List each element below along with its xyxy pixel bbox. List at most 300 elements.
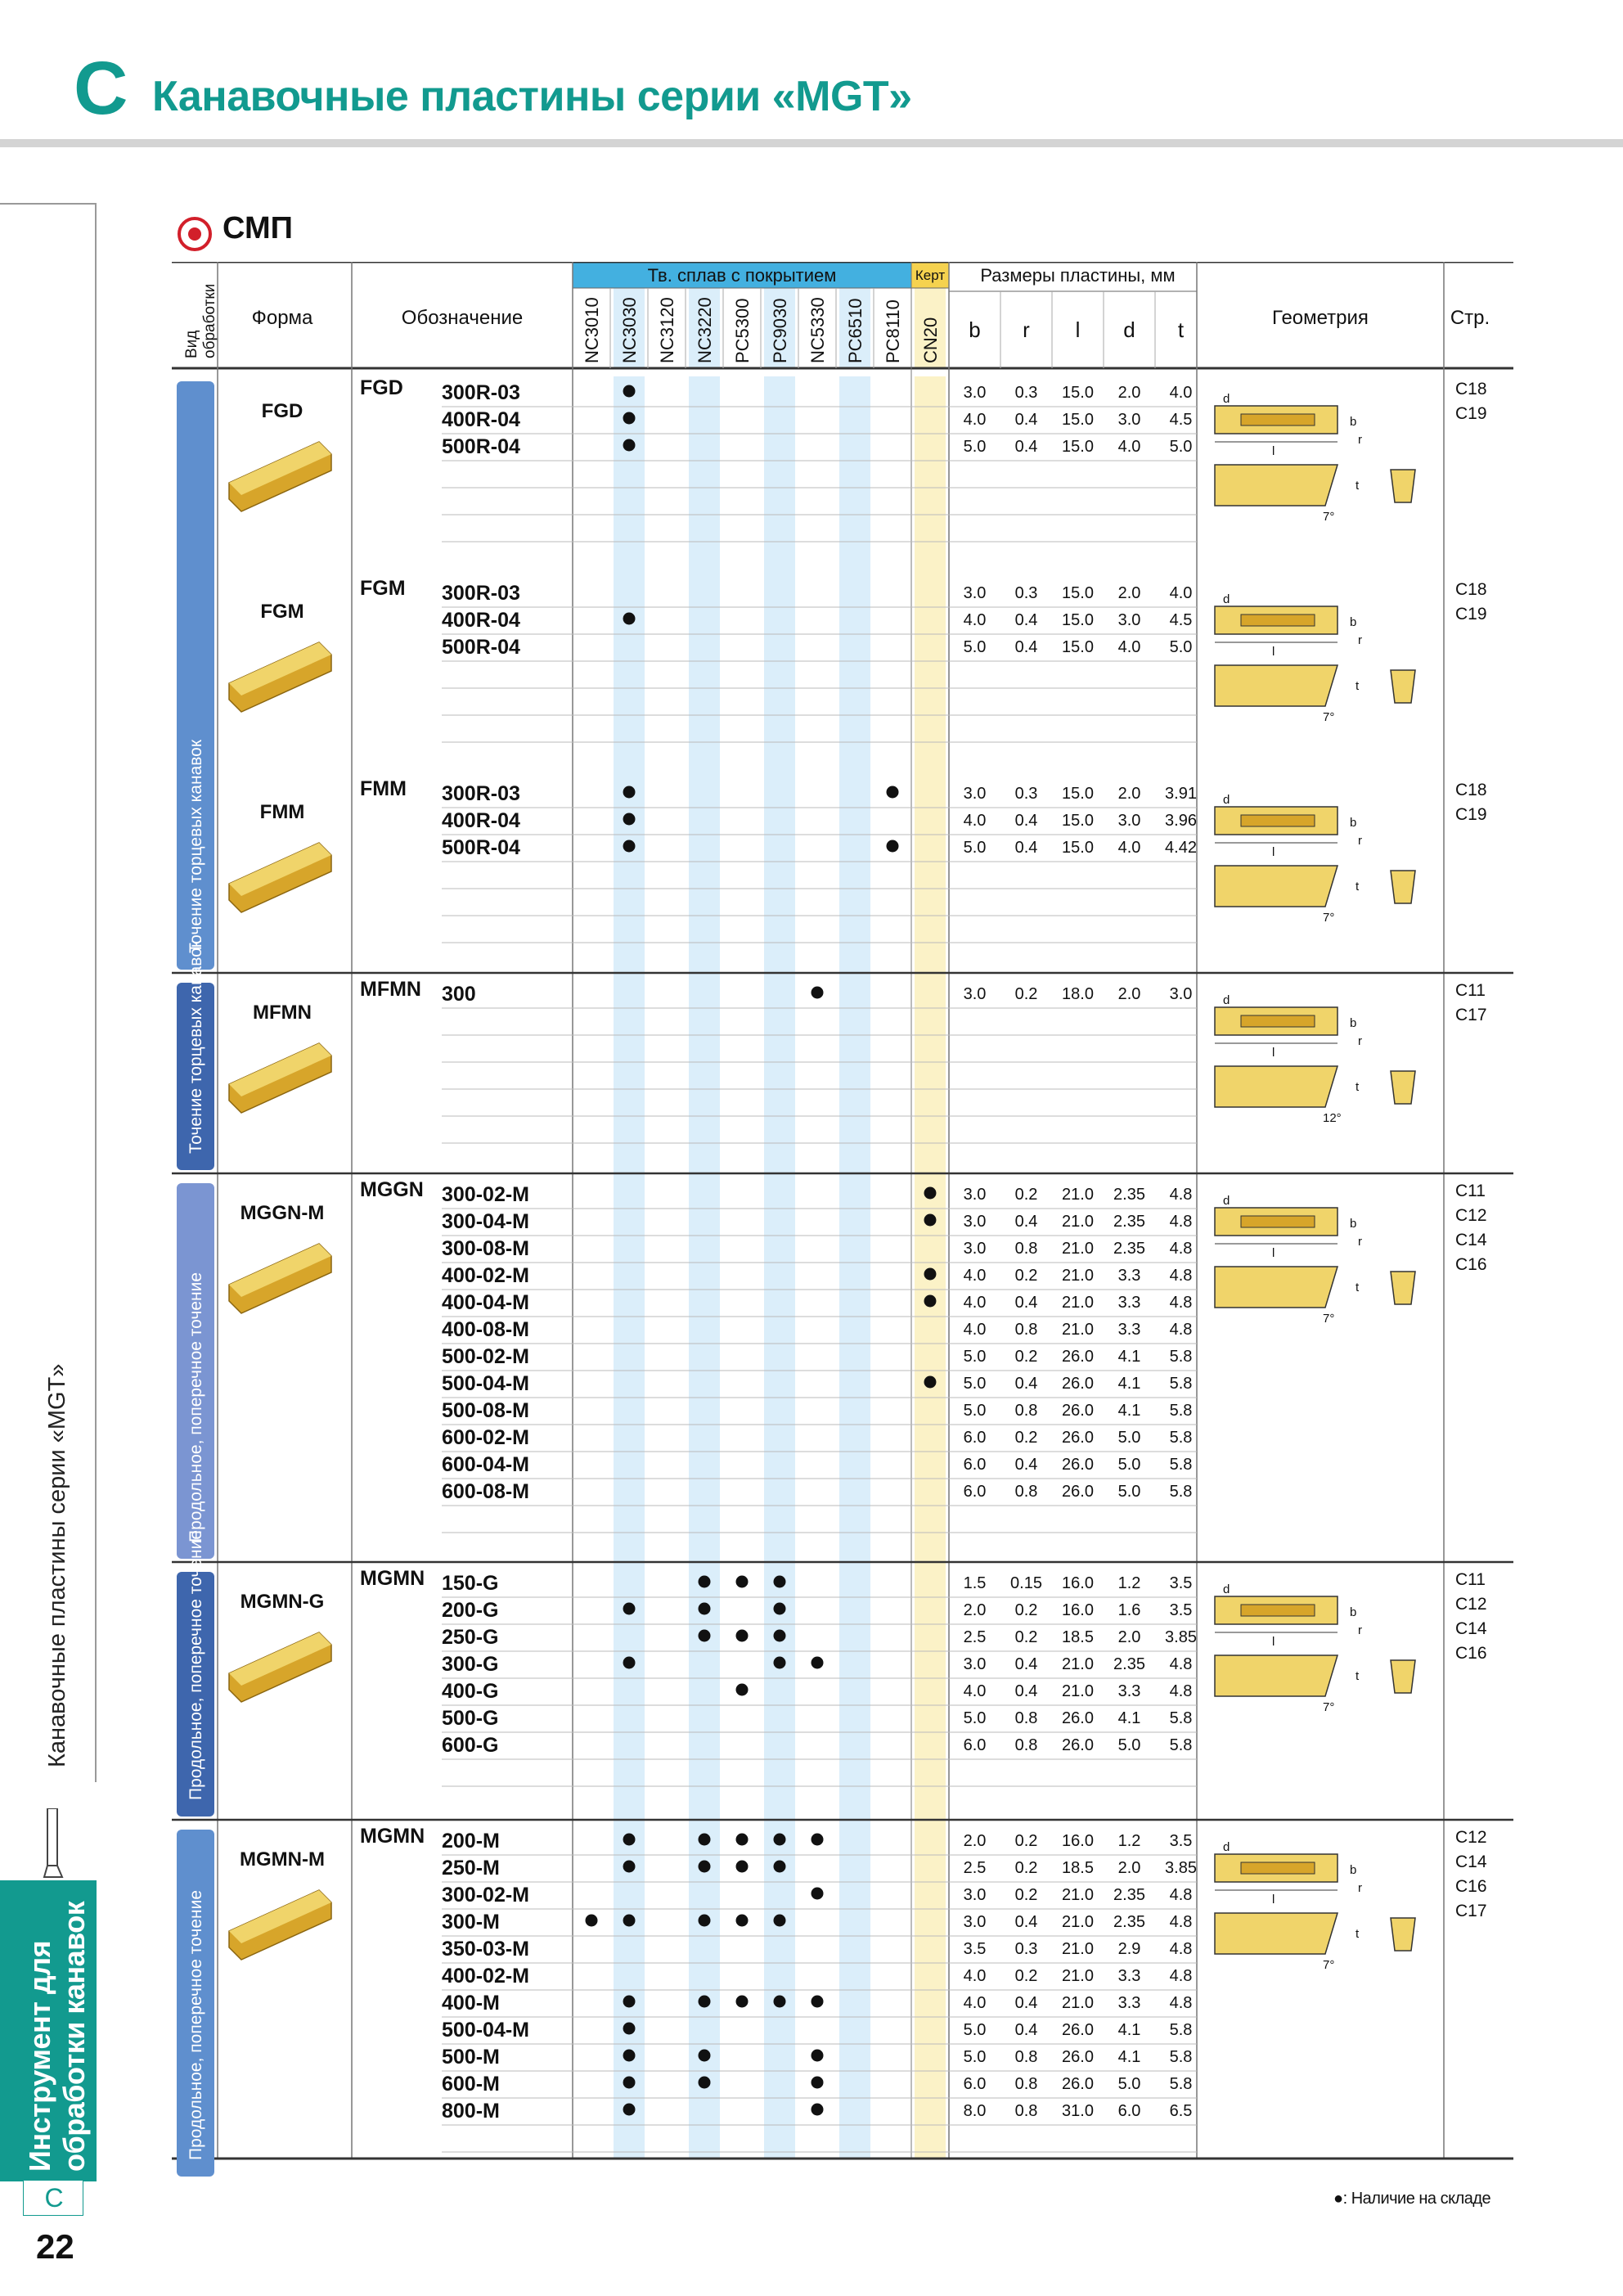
stock-dot	[699, 1861, 711, 1873]
stock-dot	[623, 2050, 636, 2062]
grade-header: PC5300	[732, 298, 753, 363]
dimension-value: 15.0	[1062, 611, 1094, 629]
geometry-shank	[1241, 615, 1315, 626]
dimension-value: 0.4	[1014, 1294, 1038, 1312]
designation-prefix: FMM	[360, 777, 407, 800]
dimension-value: 21.0	[1062, 1186, 1094, 1204]
dimension-value: 3.0	[1117, 611, 1141, 629]
stock-dot	[699, 1834, 711, 1846]
dimension-value: 0.8	[1014, 1709, 1038, 1727]
legend-text: : Наличие на складе	[1342, 2190, 1491, 2208]
dimension-value: 2.0	[1117, 384, 1141, 402]
geometry-label: 7°	[1323, 510, 1335, 524]
section-letter: C	[74, 47, 128, 130]
stock-dot	[887, 786, 899, 799]
stock-dot	[736, 1915, 749, 1927]
stock-dot	[774, 1603, 786, 1615]
dim-header: d	[1123, 317, 1135, 342]
geometry-label: t	[1355, 679, 1360, 693]
dimension-value: 5.0	[1117, 1429, 1141, 1447]
dimension-value: 0.8	[1014, 1402, 1038, 1420]
designation-code: 600-08-M	[442, 1480, 529, 1503]
dimension-value: 6.0	[963, 1429, 987, 1447]
stock-dot	[812, 2050, 824, 2062]
dimension-value: 1.6	[1117, 1601, 1141, 1619]
shape-label: MGMN-G	[240, 1591, 325, 1613]
geometry-side-view	[1215, 1655, 1338, 1696]
shape-label: FGM	[260, 601, 304, 623]
geometry-label: l	[1272, 845, 1275, 859]
grade-column-stripe	[764, 376, 795, 2159]
geometry-side-view	[1215, 866, 1338, 907]
dimension-value: 4.8	[1169, 1967, 1193, 1985]
designation-code: 600-04-M	[442, 1453, 529, 1476]
dimension-value: 3.0	[963, 785, 987, 803]
designation-code: 300-04-M	[442, 1210, 529, 1233]
dimension-value: 0.4	[1014, 839, 1038, 857]
geometry-label: b	[1350, 615, 1357, 629]
geometry-label: 12°	[1323, 1111, 1342, 1125]
dimension-value: 0.8	[1014, 1736, 1038, 1754]
designation-code: 300-02-M	[442, 1183, 529, 1206]
stock-dot	[623, 385, 636, 398]
stock-dot	[736, 1630, 749, 1642]
dimension-value: 0.4	[1014, 638, 1038, 656]
dimension-value: 2.5	[963, 1628, 987, 1646]
stock-dot	[623, 1603, 636, 1615]
processing-header: Вид	[183, 330, 200, 358]
grade-group-header: Тв. сплав с покрытием	[647, 265, 837, 286]
geometry-label: b	[1350, 1016, 1357, 1030]
dimension-value: 8.0	[963, 2102, 987, 2120]
dimension-value: 3.3	[1117, 1994, 1141, 2012]
dimension-value: 4.8	[1169, 1321, 1193, 1339]
designation-code: 500-08-M	[442, 1399, 529, 1422]
product-table	[172, 262, 1513, 2185]
geometry-label: b	[1350, 1863, 1357, 1877]
stock-dot	[699, 1996, 711, 2008]
stock-dot	[623, 439, 636, 452]
stock-dot	[924, 1295, 937, 1308]
stock-dot	[812, 1996, 824, 2008]
geometry-label: b	[1350, 415, 1357, 429]
target-icon	[177, 216, 213, 252]
stock-dot	[623, 2023, 636, 2035]
designation-code: 300R-03	[442, 582, 520, 605]
dimension-value: 4.8	[1169, 1186, 1193, 1204]
designation-code: 400-04-M	[442, 1291, 529, 1314]
legend-dot: ●	[1333, 2190, 1343, 2208]
stock-dot	[924, 1376, 937, 1389]
dimension-value: 6.0	[963, 2075, 987, 2093]
designation-prefix: MFMN	[360, 978, 421, 1001]
dimension-value: 0.8	[1014, 1321, 1038, 1339]
dimension-value: 5.8	[1169, 1429, 1193, 1447]
dimension-value: 0.4	[1014, 1213, 1038, 1231]
dimension-value: 5.8	[1169, 2021, 1193, 2039]
geometry-label: 7°	[1323, 1958, 1335, 1972]
dimension-value: 21.0	[1062, 1655, 1094, 1673]
geometry-label: r	[1358, 633, 1362, 647]
designation-prefix: MGGN	[360, 1178, 424, 1201]
dimension-value: 21.0	[1062, 1321, 1094, 1339]
grade-header: CN20	[920, 317, 941, 363]
geometry-label: d	[1223, 1194, 1230, 1208]
dimension-value: 0.8	[1014, 2048, 1038, 2066]
geometry-label: r	[1358, 1034, 1362, 1048]
dimension-value: 0.4	[1014, 1456, 1038, 1474]
dim-header: t	[1177, 317, 1185, 342]
stock-dot	[774, 1657, 786, 1669]
geometry-label: r	[1358, 1881, 1362, 1895]
designation-code: 300-02-M	[442, 1884, 529, 1907]
dimension-value: 5.0	[963, 1709, 987, 1727]
dimension-value: 5.8	[1169, 1375, 1193, 1393]
dimension-value: 4.0	[1169, 384, 1193, 402]
shape-label: FMM	[259, 801, 305, 823]
stock-dot	[623, 786, 636, 799]
designation-prefix: MGMN	[360, 1825, 425, 1848]
dimension-value: 2.35	[1113, 1186, 1145, 1204]
geometry-label: r	[1358, 433, 1362, 447]
designation-code: 600-G	[442, 1734, 499, 1757]
dimension-value: 4.0	[963, 1967, 987, 1985]
dimension-value: 18.5	[1062, 1628, 1094, 1646]
processing-label: Продольное, поперечное точение	[187, 1889, 205, 2160]
dimension-value: 3.0	[963, 985, 987, 1003]
dimension-value: 0.4	[1014, 611, 1038, 629]
dimension-value: 15.0	[1062, 438, 1094, 456]
designation-code: 800-M	[442, 2100, 500, 2123]
geometry-label: b	[1350, 1605, 1357, 1619]
grade-column-stripe	[689, 376, 720, 2159]
shape-header: Форма	[251, 307, 313, 329]
shape-label: MGGN-M	[240, 1202, 325, 1224]
dimension-value: 21.0	[1062, 1886, 1094, 1904]
dimension-value: 0.3	[1014, 584, 1038, 602]
geometry-label: t	[1355, 1669, 1360, 1683]
dimension-value: 0.4	[1014, 1913, 1038, 1931]
designation-code: 500-M	[442, 2046, 500, 2069]
designation-code: 500-02-M	[442, 1345, 529, 1368]
dimension-value: 4.1	[1117, 1709, 1141, 1727]
geometry-end-view	[1391, 1272, 1415, 1304]
dimension-value: 1.2	[1117, 1832, 1141, 1850]
designation-code: 350-03-M	[442, 1938, 529, 1961]
dimension-value: 6.0	[963, 1483, 987, 1501]
designation-code: 500R-04	[442, 435, 520, 458]
page-ref: C18	[1455, 781, 1487, 799]
geometry-shank	[1241, 1015, 1315, 1027]
stock-dot	[812, 1657, 824, 1669]
dimension-value: 31.0	[1062, 2102, 1094, 2120]
geometry-label: d	[1223, 793, 1230, 807]
geometry-label: t	[1355, 1927, 1360, 1941]
grade-column-stripe	[614, 376, 645, 2159]
dimension-value: 6.0	[963, 1736, 987, 1754]
dimension-value: 4.0	[963, 1267, 987, 1285]
section-title: СМП	[223, 211, 293, 245]
designation-code: 300-M	[442, 1911, 500, 1934]
dimension-value: 5.0	[1117, 1456, 1141, 1474]
page-ref: C14	[1455, 1853, 1487, 1871]
dimension-value: 5.0	[963, 2021, 987, 2039]
dimension-value: 21.0	[1062, 1294, 1094, 1312]
designation-code: 600-02-M	[442, 1426, 529, 1449]
dimension-value: 0.8	[1014, 1240, 1038, 1258]
geometry-end-view	[1391, 1918, 1415, 1951]
dimension-value: 3.96	[1165, 812, 1197, 830]
stock-dot	[812, 2077, 824, 2089]
designation-code: 500R-04	[442, 636, 520, 659]
dimension-value: 26.0	[1062, 2075, 1094, 2093]
stock-dot	[812, 1888, 824, 1900]
dimension-value: 2.35	[1113, 1886, 1145, 1904]
dimension-value: 15.0	[1062, 785, 1094, 803]
dimension-value: 21.0	[1062, 1240, 1094, 1258]
dimension-value: 0.4	[1014, 1375, 1038, 1393]
dimension-value: 3.0	[963, 1186, 987, 1204]
designation-code: 300R-03	[442, 782, 520, 805]
designation-prefix: FGD	[360, 376, 403, 399]
grade-header: PC9030	[770, 298, 790, 363]
geometry-end-view	[1391, 670, 1415, 703]
designation-code: 400-G	[442, 1680, 499, 1703]
dimension-value: 4.8	[1169, 1240, 1193, 1258]
designation-code: 600-M	[442, 2073, 500, 2096]
dimension-value: 4.0	[963, 1682, 987, 1700]
stock-dot	[623, 1657, 636, 1669]
dimension-value: 0.8	[1014, 2102, 1038, 2120]
header-divider	[0, 139, 1623, 147]
dimension-value: 5.8	[1169, 1402, 1193, 1420]
dimension-value: 21.0	[1062, 1213, 1094, 1231]
geometry-end-view	[1391, 871, 1415, 903]
designation-code: 400-02-M	[442, 1965, 529, 1988]
dim-header: r	[1023, 317, 1030, 342]
dimension-value: 0.2	[1014, 1186, 1038, 1204]
stock-dot	[774, 1576, 786, 1588]
page-ref: C18	[1455, 380, 1487, 398]
dimension-value: 3.91	[1165, 785, 1197, 803]
geometry-shank	[1241, 1605, 1315, 1616]
stock-dot	[699, 1576, 711, 1588]
geometry-label: b	[1350, 1217, 1357, 1231]
dimension-value: 0.2	[1014, 1267, 1038, 1285]
dimension-value: 3.0	[963, 1886, 987, 1904]
dimension-value: 0.2	[1014, 1429, 1038, 1447]
dimension-value: 4.8	[1169, 1913, 1193, 1931]
geometry-label: b	[1350, 816, 1357, 830]
page-ref: C16	[1455, 1644, 1487, 1663]
geometry-label: l	[1272, 1246, 1275, 1260]
grade-column-stripe	[915, 376, 946, 2159]
dimension-value: 4.5	[1169, 611, 1193, 629]
dimension-value: 2.35	[1113, 1213, 1145, 1231]
dims-group-header: Размеры пластины, мм	[980, 265, 1176, 286]
dimension-value: 3.3	[1117, 1967, 1141, 1985]
dim-header: b	[969, 317, 981, 342]
dimension-value: 0.3	[1014, 785, 1038, 803]
geometry-label: l	[1272, 1046, 1275, 1060]
sidebar-tab-line2: обработки канавок	[57, 1901, 91, 2172]
stock-dot	[623, 412, 636, 425]
designation-code: 250-M	[442, 1857, 500, 1880]
dimension-value: 4.8	[1169, 1294, 1193, 1312]
page-header-cell: Стр.	[1450, 307, 1490, 329]
dimension-value: 3.0	[963, 584, 987, 602]
dimension-value: 5.8	[1169, 1736, 1193, 1754]
dimension-value: 0.2	[1014, 1886, 1038, 1904]
dimension-value: 0.2	[1014, 1348, 1038, 1366]
dimension-value: 2.35	[1113, 1655, 1145, 1673]
geometry-label: d	[1223, 392, 1230, 406]
page-ref: C12	[1455, 1828, 1487, 1847]
dimension-value: 0.8	[1014, 2075, 1038, 2093]
designation-code: 400-M	[442, 1992, 500, 2015]
dimension-value: 0.2	[1014, 1832, 1038, 1850]
dimension-value: 16.0	[1062, 1832, 1094, 1850]
grade-header: NC3220	[695, 297, 715, 363]
geometry-label: 7°	[1323, 911, 1335, 925]
dimension-value: 21.0	[1062, 1682, 1094, 1700]
dimension-value: 15.0	[1062, 411, 1094, 429]
dimension-value: 3.0	[1117, 411, 1141, 429]
geometry-label: d	[1223, 1840, 1230, 1854]
geometry-shank	[1241, 1862, 1315, 1874]
dimension-value: 5.0	[963, 638, 987, 656]
stock-dot	[736, 1996, 749, 2008]
dimension-value: 5.0	[1117, 2075, 1141, 2093]
geometry-label: t	[1355, 479, 1360, 493]
dimension-value: 0.4	[1014, 1655, 1038, 1673]
dimension-value: 16.0	[1062, 1601, 1094, 1619]
geometry-side-view	[1215, 1066, 1338, 1107]
page-ref: C17	[1455, 1006, 1487, 1024]
stock-dot	[887, 840, 899, 853]
dimension-value: 5.0	[963, 1375, 987, 1393]
dimension-value: 0.2	[1014, 1628, 1038, 1646]
dimension-value: 3.5	[1169, 1601, 1193, 1619]
dimension-value: 2.0	[1117, 1859, 1141, 1877]
designation-code: 300-08-M	[442, 1237, 529, 1260]
dimension-value: 4.8	[1169, 1213, 1193, 1231]
dimension-value: 26.0	[1062, 2021, 1094, 2039]
processing-label: Продольное, поперечное точение	[187, 1272, 205, 1542]
boring-bar-icon	[33, 1808, 74, 1880]
page-ref: C12	[1455, 1595, 1487, 1614]
dimension-value: 4.1	[1117, 1375, 1141, 1393]
grade-header: NC5330	[807, 297, 828, 363]
dimension-value: 2.9	[1117, 1940, 1141, 1958]
dimension-value: 26.0	[1062, 1456, 1094, 1474]
processing-label: Точение торцевых канавок	[187, 939, 205, 1154]
processing-label: Точение торцевых канавок	[187, 739, 205, 953]
dimension-value: 3.85	[1165, 1628, 1197, 1646]
stock-dot	[774, 1996, 786, 2008]
dimension-value: 2.0	[1117, 985, 1141, 1003]
page-ref: C19	[1455, 605, 1487, 624]
dimension-value: 3.85	[1165, 1859, 1197, 1877]
dimension-value: 26.0	[1062, 1736, 1094, 1754]
dimension-value: 4.8	[1169, 1886, 1193, 1904]
geometry-side-view	[1215, 1267, 1338, 1308]
stock-dot	[812, 987, 824, 999]
dimension-value: 0.8	[1014, 1483, 1038, 1501]
stock-dot	[699, 2050, 711, 2062]
dimension-value: 3.5	[963, 1940, 987, 1958]
dimension-value: 3.0	[1169, 985, 1193, 1003]
stock-dot	[774, 1861, 786, 1873]
dimension-value: 6.5	[1169, 2102, 1193, 2120]
geometry-label: d	[1223, 993, 1230, 1007]
dimension-value: 26.0	[1062, 1483, 1094, 1501]
page-title: Канавочные пластины серии «MGT»	[152, 73, 912, 120]
grade-header: NC3120	[657, 297, 677, 363]
processing-label: Продольное, поперечное точение	[187, 1529, 205, 1800]
dimension-value: 0.2	[1014, 985, 1038, 1003]
dimension-value: 26.0	[1062, 2048, 1094, 2066]
page-ref: C11	[1455, 981, 1486, 1000]
dimension-value: 4.1	[1117, 1348, 1141, 1366]
dimension-value: 4.0	[1117, 438, 1141, 456]
dimension-value: 0.2	[1014, 1859, 1038, 1877]
dimension-value: 21.0	[1062, 1940, 1094, 1958]
stock-dot	[924, 1214, 937, 1227]
sidebar-tab-letter: C	[44, 2183, 64, 2213]
stock-dot	[774, 1915, 786, 1927]
dimension-value: 18.0	[1062, 985, 1094, 1003]
dimension-value: 15.0	[1062, 839, 1094, 857]
designation-code: 150-G	[442, 1572, 499, 1595]
stock-dot	[699, 1603, 711, 1615]
dimension-value: 3.0	[963, 1240, 987, 1258]
designation-code: 500-G	[442, 1707, 499, 1730]
designation-prefix: FGM	[360, 577, 406, 600]
designation-prefix: MGMN	[360, 1567, 425, 1590]
processing-header: обработки	[201, 283, 218, 358]
page-ref: C17	[1455, 1902, 1487, 1920]
dimension-value: 4.0	[963, 411, 987, 429]
dimension-value: 26.0	[1062, 1375, 1094, 1393]
dimension-value: 5.8	[1169, 1709, 1193, 1727]
dimension-value: 5.0	[1169, 438, 1193, 456]
dimension-value: 5.0	[963, 839, 987, 857]
dimension-value: 15.0	[1062, 812, 1094, 830]
dimension-value: 4.0	[963, 1994, 987, 2012]
dimension-value: 5.8	[1169, 1456, 1193, 1474]
dimension-value: 5.0	[963, 438, 987, 456]
stock-dot	[812, 2104, 824, 2116]
designation-code: 400R-04	[442, 408, 520, 431]
dimension-value: 0.2	[1014, 1601, 1038, 1619]
sidebar-chapter-label: Канавочные пластины серии «MGT»	[44, 1363, 70, 1767]
stock-dot	[623, 840, 636, 853]
designation-code: 500-04-M	[442, 1372, 529, 1395]
dimension-value: 21.0	[1062, 1994, 1094, 2012]
legend	[1333, 2190, 1490, 2208]
dimension-value: 5.0	[963, 1402, 987, 1420]
geometry-label: d	[1223, 592, 1230, 606]
dimension-value: 15.0	[1062, 584, 1094, 602]
geometry-end-view	[1391, 470, 1415, 502]
page-ref: C19	[1455, 805, 1487, 824]
stock-dot	[699, 1915, 711, 1927]
shape-label: MGMN-M	[240, 1848, 325, 1871]
stock-dot	[623, 613, 636, 625]
dimension-value: 1.5	[963, 1574, 987, 1592]
designation-code: 300R-03	[442, 381, 520, 404]
